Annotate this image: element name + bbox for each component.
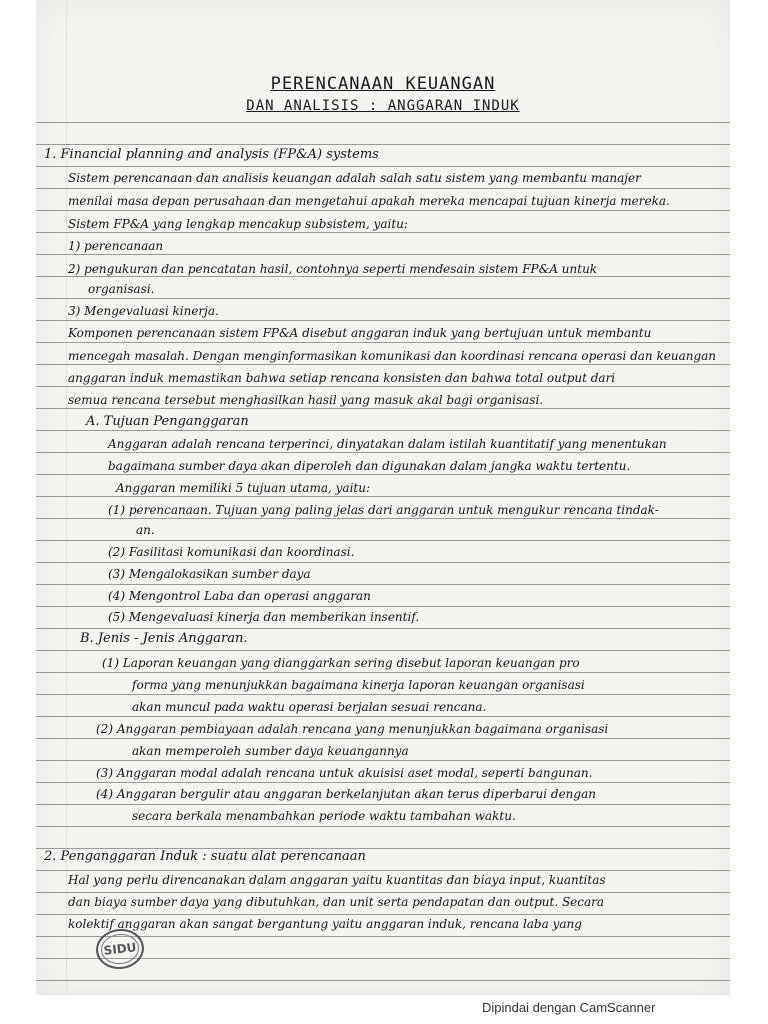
subsection-heading-a: A. Tujuan Penganggaran <box>86 414 249 429</box>
list-item: (1) Laporan keuangan yang dianggarkan sering disebut laporan keuangan pro <box>102 656 580 670</box>
text-line: forma yang menunjukkan bagaimana kinerja laporan keuangan organisasi <box>132 678 585 692</box>
ruled-line <box>36 892 730 893</box>
list-item: (3) Mengalokasikan sumber daya <box>108 567 311 581</box>
text-line: anggaran induk memastikan bahwa setiap rencana konsisten dan bahwa total output dari <box>68 371 616 385</box>
ruled-line <box>36 804 730 805</box>
ruled-line <box>36 144 730 145</box>
ruled-line <box>36 122 730 123</box>
ruled-line <box>36 914 730 915</box>
ruled-line <box>36 210 730 211</box>
text-line: Anggaran memiliki 5 tujuan utama, yaitu: <box>116 481 371 495</box>
list-item: (5) Mengevaluasi kinerja dan memberikan insentif. <box>108 610 420 624</box>
text-line: bagaimana sumber daya akan diperoleh dan digunakan dalam jangka waktu tertentu. <box>108 459 631 473</box>
ruled-line <box>36 188 730 189</box>
list-item: (2) Anggaran pembiayaan adalah rencana yang menunjukkan bagaimana organisasi <box>96 722 609 736</box>
ruled-line <box>36 386 730 387</box>
subsection-heading-b: B. Jenis - Jenis Anggaran. <box>80 631 248 646</box>
text-line: dan biaya sumber daya yang dibutuhkan, dan unit serta pendapatan dan output. Secara <box>68 895 605 909</box>
ruled-line <box>36 518 730 519</box>
ruled-line <box>36 716 730 717</box>
page-title: PERENCANAAN KEUANGAN <box>270 74 496 94</box>
ruled-line <box>36 166 730 167</box>
list-item: (4) Mengontrol Laba dan operasi anggaran <box>108 589 371 603</box>
text-line: akan memperoleh sumber daya keuangannya <box>132 744 409 758</box>
ruled-line <box>36 232 730 233</box>
ruled-line <box>36 540 730 541</box>
ruled-line <box>36 342 730 343</box>
list-item: 1) perencanaan <box>68 239 164 253</box>
ruled-line <box>36 650 730 651</box>
list-item: (3) Anggaran modal adalah rencana untuk akuisisi aset modal, seperti bangunan. <box>96 766 593 780</box>
ruled-line <box>36 430 730 431</box>
text-line: an. <box>136 523 155 537</box>
ruled-line <box>36 562 730 563</box>
text-line: Hal yang perlu direncanakan dalam anggaran yaitu kuantitas dan biaya input, kuantitas <box>68 873 606 887</box>
text-line: Anggaran adalah rencana terperinci, dinyatakan dalam istilah kuantitatif yang menentukan <box>108 437 667 451</box>
text-line: secara berkala menambahkan periode waktu tambahan waktu. <box>132 809 516 823</box>
ruled-line <box>36 584 730 585</box>
text-line: semua rencana tersebut menghasilkan hasil yang masuk akal bagi organisasi. <box>68 393 544 407</box>
text-line: akan muncul pada waktu operasi berjalan sesuai rencana. <box>132 700 487 714</box>
text-line: organisasi. <box>88 282 155 296</box>
section-heading-2: 2. Penganggaran Induk : suatu alat perencanaan <box>44 849 366 864</box>
sidu-logo-stamp <box>94 927 146 972</box>
camscanner-label: Dipindai dengan CamScanner <box>482 1000 656 1015</box>
ruled-line <box>36 254 730 255</box>
text-line: Sistem FP&A yang lengkap mencakup subsistem, yaitu: <box>68 217 408 231</box>
list-item: (1) perencanaan. Tujuan yang paling jelas dari anggaran untuk mengukur rencana tindak- <box>108 503 659 517</box>
ruled-line <box>36 694 730 695</box>
ruled-line <box>36 474 730 475</box>
ruled-line <box>36 452 730 453</box>
ruled-line <box>36 760 730 761</box>
text-line: mencegah masalah. Dengan menginformasikan komunikasi dan koordinasi rencana operasi dan keuangan <box>68 349 717 363</box>
sidu-logo-text: SIDU <box>102 940 138 958</box>
page-subtitle: DAN ANALISIS : ANGGARAN INDUK <box>246 98 520 114</box>
list-item: 3) Mengevaluasi kinerja. <box>68 304 219 318</box>
ruled-line <box>36 496 730 497</box>
section-heading-1: 1. Financial planning and analysis (FP&A) systems <box>44 147 379 162</box>
ruled-line <box>36 364 730 365</box>
ruled-line <box>36 628 730 629</box>
list-item: (4) Anggaran bergulir atau anggaran berkelanjutan akan terus diperbarui dengan <box>96 787 596 801</box>
ruled-line <box>36 606 730 607</box>
ruled-line <box>36 672 730 673</box>
scanned-page <box>36 0 730 995</box>
text-line: Komponen perencanaan sistem FP&A disebut anggaran induk yang bertujuan untuk membantu <box>68 326 652 340</box>
ruled-line <box>36 298 730 299</box>
text-line: Sistem perencanaan dan analisis keuangan adalah salah satu sistem yang membantu manajer <box>68 171 641 185</box>
ruled-line <box>36 738 730 739</box>
list-item: (2) Fasilitasi komunikasi dan koordinasi. <box>108 545 355 559</box>
ruled-line <box>36 826 730 827</box>
text-line: kolektif anggaran akan sangat bergantung yaitu anggaran induk, rencana laba yang <box>68 917 582 931</box>
list-item: 2) pengukuran dan pencatatan hasil, contohnya seperti mendesain sistem FP&A untuk <box>68 262 598 276</box>
ruled-line <box>36 320 730 321</box>
text-line: menilai masa depan perusahaan dan mengetahui apakah mereka mencapai tujuan kinerja mereka. <box>68 194 670 208</box>
ruled-line <box>36 782 730 783</box>
ruled-line <box>36 408 730 409</box>
ruled-line <box>36 980 730 981</box>
ruled-line <box>36 870 730 871</box>
